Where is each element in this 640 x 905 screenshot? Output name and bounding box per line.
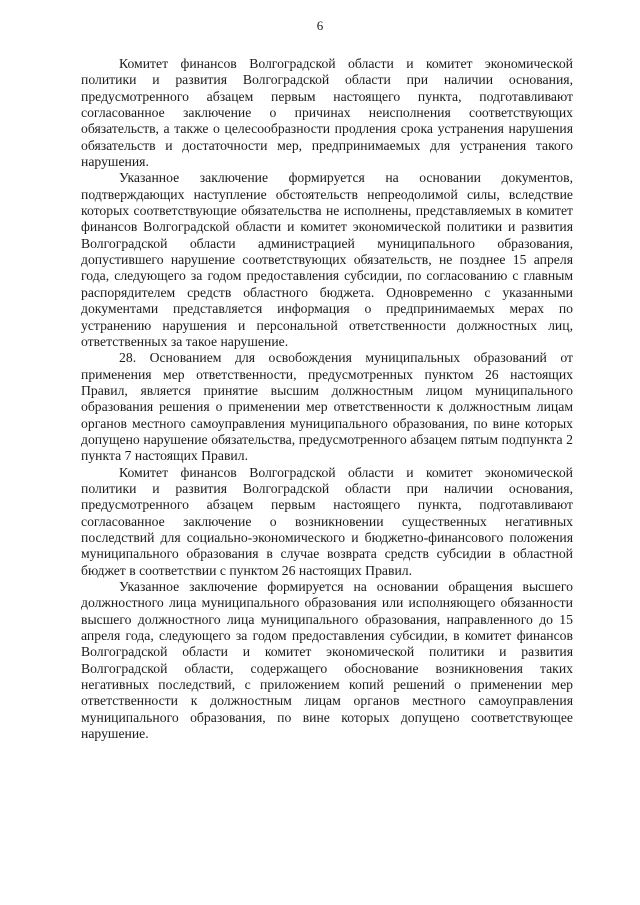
paragraph-conclusion-basis-force-majeure: Указанное заключение формируется на основании документов, подтверждающих наступление обстоятельств непреодолимой силы, вследствие которых соответствующие обязательства не исполнены, представляемых в комитет финансов Волгоградской области и комитет экономической политики и развития Волгоградской области администрацией муниципального образования, допустившего нарушение соответствующих обязательств, не позднее 15 апреля года, следующего за годом предоставления субсидии, по согласованию с главным распорядителем средств областного бюджета. Одновременно с указанными документами представляется информация о предпринимаемых мерах по устранению нарушения и персональной ответственности должностных лиц, ответственных за такое нарушение. [81, 170, 573, 349]
paragraph-conclusion-basis-appeal: Указанное заключение формируется на основании обращения высшего должностного лица муниципального образования или исполняющего обязанности высшего должностного лица муниципального образования, направленного до 15 апреля года, следующего за годом предоставления субсидии, в комитет финансов Волгоградской области и комитет экономической политики и развития Волгоградской области, содержащего обоснование возникновения таких негативных последствий, с приложением копий решений о применении мер ответственности к должностным лицам органов местного самоуправления муниципального образования, по вине которых допущено соответствующее нарушение. [81, 579, 573, 742]
body-text [81, 56, 573, 742]
paragraph-conclusion-on-obligations: Комитет финансов Волгоградской области и комитет экономической политики и развития Волгоградской области при наличии основания, предусмотренного абзацем первым настоящего пункта, подготавливают согласованное заключение о причинах неисполнения соответствующих обязательств, а также о целесообразности продления срока устранения нарушения обязательств и достаточности мер, предпринимаемых для устранения такого нарушения. [81, 56, 573, 170]
page-number: 6 [316, 18, 324, 33]
paragraph-item-28: 28. Основанием для освобождения муниципальных образований от применения мер ответственности, предусмотренных пунктом 26 настоящих Правил, является принятие высшим должностным лицом муниципального образования решения о применении мер ответственности к должностным лицам органов местного самоуправления муниципального образования, по вине которых допущено нарушение обязательства, предусмотренного абзацем пятым подпункта 2 пункта 7 настоящих Правил. [81, 350, 573, 464]
paragraph-conclusion-negative-consequences: Комитет финансов Волгоградской области и комитет экономической политики и развития Волгоградской области при наличии основания, предусмотренного абзацем первым настоящего пункта, подготавливают согласованное заключение о возникновении существенных негативных последствий для социально-экономического и бюджетно-финансового положения муниципального образования в случае возврата средств субсидии в областной бюджет в соответствии с пунктом 26 настоящих Правил. [81, 464, 573, 578]
